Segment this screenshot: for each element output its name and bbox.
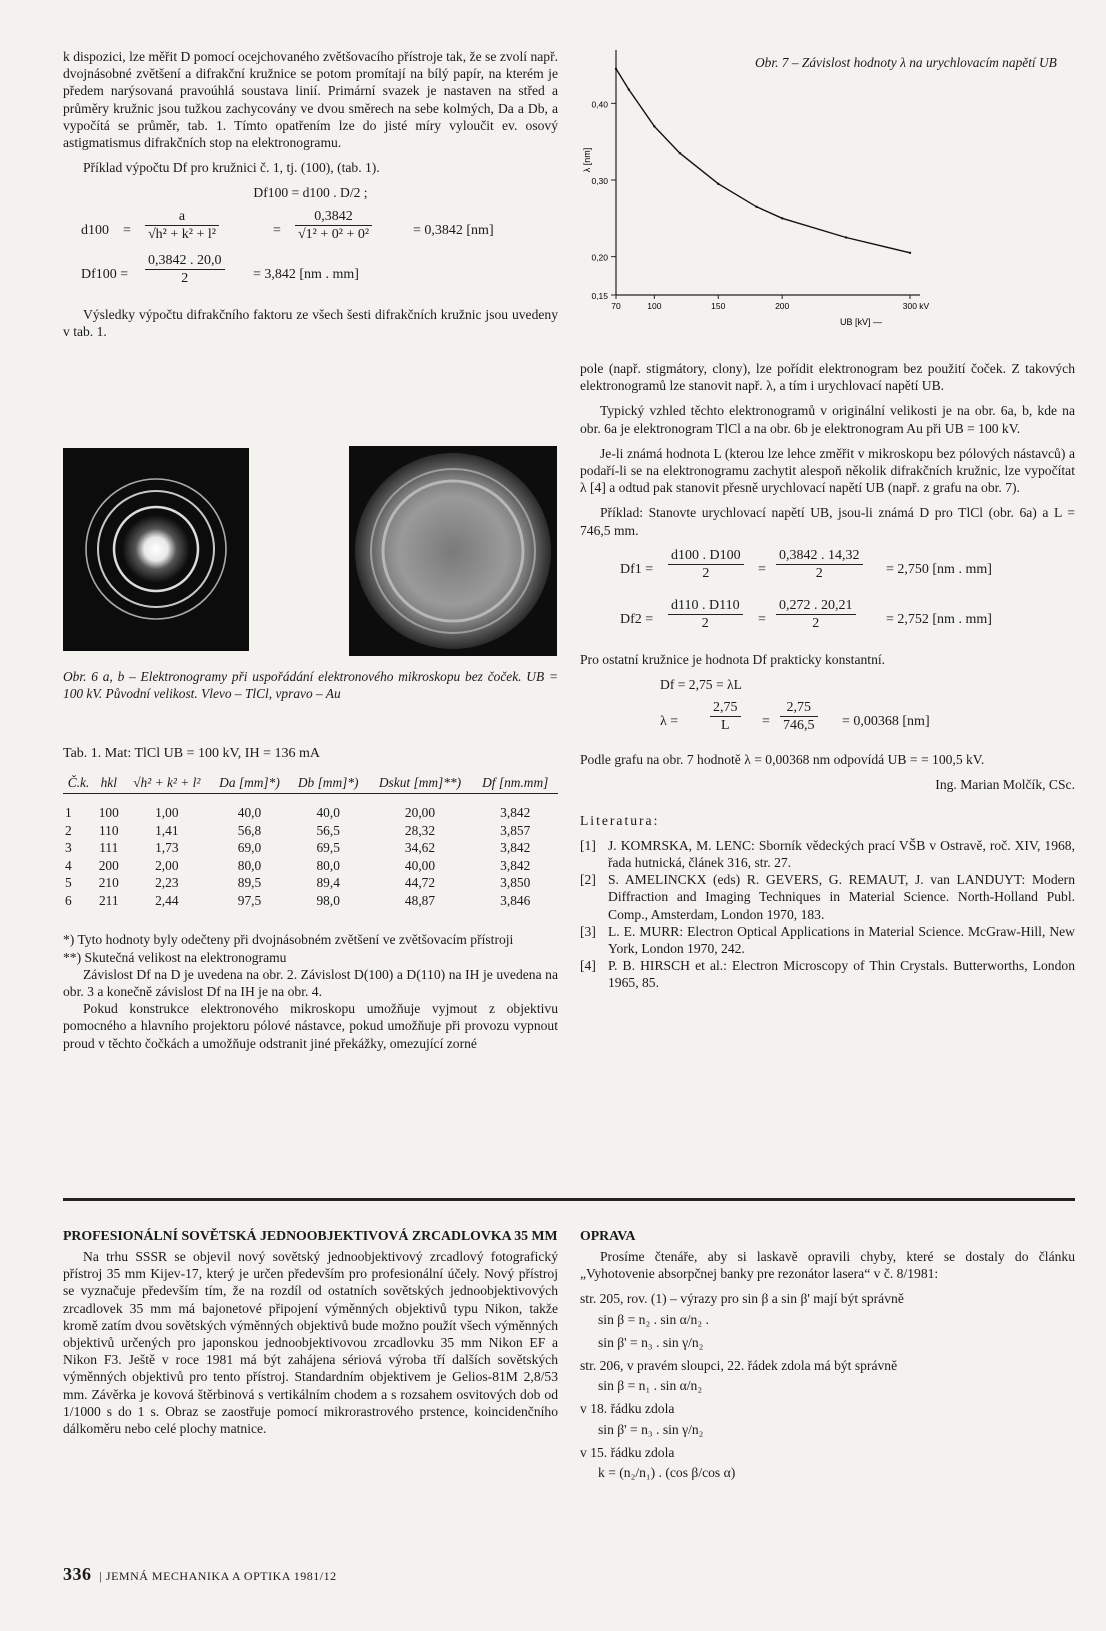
table-cell: 3,842: [500, 805, 531, 821]
table-cell: 97,5: [237, 892, 262, 908]
table-cell: 80,0: [316, 857, 340, 873]
y-tick-label: 0,30: [591, 176, 608, 186]
correction-line: sin β = n₁ . sin α/n₂: [598, 1378, 703, 1394]
table-row: [63, 874, 558, 892]
table-cell: 28,32: [404, 822, 436, 838]
table-cell: 2: [65, 822, 72, 838]
divider: [63, 1198, 1075, 1201]
table-cell: 2,44: [155, 892, 179, 908]
table-header: hkl: [94, 772, 123, 794]
equation: Df2 = $\frac{d110 . D110}{2}$ = $\frac{0,272 . 20,21}{2}$ = 2,752 [nm . mm]: [620, 597, 992, 632]
table-title: Tab. 1. Mat: TlCl UB = 100 kV, IH = 136 mA: [63, 746, 320, 761]
data-point: [755, 206, 757, 208]
table-cell: 34,62: [404, 840, 436, 856]
paragraph: pole (např. stigmátory, clony), lze pořídit elektronogram bez použití čoček. Z takových elektronogramů lze stanovit např. λ, a tím i urychlovací napětí UB.: [580, 361, 1075, 394]
y-tick-label: 0,40: [591, 99, 608, 110]
paragraph: Příklad: Stanovte urychlovací napětí UB, jsou-li známá D pro TlCl (obr. 6a) a L = 746,5 mm.: [580, 505, 1075, 538]
reference-text: L. E. MURR: Electron Optical Applications in Material Science. McGraw-Hill, New York, London 1970, 242.: [608, 923, 1075, 957]
table-cell: 1: [65, 805, 72, 821]
equation: d100 = $\frac{a}{\text{√h² + k² + l²}}$ = $\frac{0,3842}{\text{√1² + 0² + 0²}}$ = 0,3842 [nm]: [81, 208, 494, 242]
table-header: √h² + k² + l²: [123, 772, 210, 794]
correction-line: k = (n₂/n₁) . (cos β/cos α): [598, 1465, 736, 1481]
article-oprava: [580, 1227, 1075, 1487]
table-cell: 1,00: [155, 805, 179, 821]
table-header: Db [mm]*): [289, 772, 368, 794]
table-cell: 110: [98, 822, 119, 838]
paragraph: Podle grafu na obr. 7 hodnotě λ = 0,00368 nm odpovídá UB = = 100,5 kV.: [580, 752, 985, 768]
x-tick-label: 100: [647, 301, 662, 311]
x-tick-label: 70: [611, 301, 621, 311]
table-cell: 4: [65, 857, 72, 873]
table-cell: 80,0: [237, 857, 262, 873]
table-cell: 40,00: [404, 857, 436, 873]
table-header: Č.k.: [63, 772, 94, 794]
paragraph: Závislost Df na D je uvedena na obr. 2. Závislost D(100) a D(110) na IH je uvedena na obr. 3 a konečně závislost Df na IH je na obr. 4.: [63, 966, 558, 1000]
correction-line: sin β = n₂ . sin α/n₂ .: [598, 1311, 709, 1327]
table-1: [63, 745, 558, 1052]
correction-line: sin β' = n₃ . sin γ/n₂: [598, 1421, 704, 1437]
paragraph: Pro ostatní kružnice je hodnota Df prakticky konstantní.: [580, 651, 886, 667]
data-point: [628, 88, 630, 90]
literature-item: [580, 837, 1075, 871]
footnote: *) Tyto hodnoty byly odečteny při dvojnásobném zvětšení ve zvětšovacím přístroji: [63, 932, 514, 948]
equation: λ = $\frac{2,75}{L}$ = $\frac{2,75}{746,5}$ = 0,00368 [nm]: [660, 700, 930, 734]
table-cell: 3,846: [500, 892, 531, 908]
reference-number: [1]: [580, 837, 596, 853]
y-tick-label: 0,15: [591, 291, 608, 301]
table-cell: 210: [98, 875, 119, 891]
data-point: [615, 68, 617, 70]
table-cell: 200: [98, 857, 119, 873]
table-cell: 48,87: [404, 892, 436, 908]
electronogram-au-image: [349, 446, 557, 656]
table-row: [63, 892, 558, 910]
journal-name: | JEMNÁ MECHANIKA A OPTIKA 1981/12: [99, 1569, 337, 1583]
table-cell: 100: [98, 805, 119, 821]
x-tick-label: 200: [775, 301, 790, 311]
x-tick-label: 300 kV: [902, 301, 930, 311]
table-cell: 2,00: [155, 857, 179, 873]
x-tick-label: 150: [711, 301, 726, 311]
y-tick-label: 0,20: [591, 252, 608, 263]
table-cell: 1,73: [155, 840, 179, 856]
reference-text: P. B. HIRSCH et al.: Electron Microscopy of Thin Crystals. Butterworths, London 1965, 85.: [608, 958, 1075, 991]
figure-7-caption: Obr. 7 – Závislost hodnoty λ na urychlovacím napětí UB: [755, 55, 1057, 70]
table-cell: 6: [65, 892, 72, 908]
page-number: 336: [63, 1564, 92, 1584]
equation: Df100 = d100 . D/2 ;: [253, 185, 368, 201]
footnote: **) Skutečná velikost na elektronogramu: [63, 949, 287, 965]
right-column: [580, 360, 1075, 992]
table-row: [63, 794, 558, 822]
table-cell: 56,8: [237, 822, 262, 838]
paragraph: Je-li známá hodnota L (kterou lze lehce změřit v mikroskopu bez pólových nástavců) a podaří-li se na elektronogramu zachytit alespoň několik difrakčních kružnic, lze vypočítat λ [4] a odtud pak stanovit přesně urychlovací napětí UB (např. z grafu na obr. 7).: [580, 445, 1075, 496]
page-footer: [63, 1564, 337, 1585]
literature-list: [580, 837, 1075, 992]
paragraph: Typický vzhled těchto elektronogramů v originální velikosti je na obr. 6a, b, kde na obr. 6a je elektronogram TlCl a na obr. 6b je elektronogram Au při UB = 100 kV.: [580, 403, 1075, 436]
table-cell: 89,5: [237, 875, 262, 891]
table-cell: 44,72: [404, 875, 436, 891]
y-axis-label: λ [nm]: [582, 147, 592, 173]
table-cell: 98,0: [316, 892, 340, 908]
left-column: [63, 48, 558, 348]
table-cell: 3,850: [500, 875, 531, 891]
table-header: Da [mm]*): [210, 772, 289, 794]
x-axis-label: UB [kV] —: [840, 317, 883, 327]
literature-item: [580, 923, 1075, 957]
table-cell: 2,23: [155, 875, 179, 891]
table-cell: 69,0: [237, 840, 262, 856]
table-cell: 20,00: [404, 805, 436, 821]
equation: Df = 2,75 = λL: [660, 677, 742, 693]
heading: PROFESIONÁLNÍ SOVĚTSKÁ JEDNOOBJEKTIVOVÁ ZRCADLOVKA 35 MM: [63, 1228, 558, 1243]
table-row: [63, 857, 558, 875]
data-point: [653, 125, 655, 127]
table-cell: 3,842: [500, 857, 531, 873]
table-cell: 56,5: [316, 822, 340, 838]
table-row: [63, 839, 558, 857]
data-point: [781, 217, 783, 219]
table-cell: 89,4: [316, 875, 340, 891]
table-cell: 111: [99, 840, 119, 856]
table-cell: 3: [65, 840, 72, 856]
paragraph: Výsledky výpočtu difrakčního faktoru ze všech šesti difrakčních kružnic jsou uvedeny v tab. 1.: [63, 306, 558, 339]
literature-item: [580, 871, 1075, 923]
correction-line: str. 206, v pravém sloupci, 22. řádek zdola má být správně: [580, 1358, 898, 1374]
data-point: [845, 236, 847, 238]
electronogram-tlcl-image: [63, 448, 249, 651]
table-cell: 69,5: [316, 840, 340, 856]
literature-item: [580, 957, 1075, 991]
reference-text: J. KOMRSKA, M. LENC: Sborník vědeckých prací VŠB v Ostravě, roč. XIV, 1968, řada hutnická, článek 316, str. 27.: [608, 837, 1075, 871]
equation: Df100 = $\frac{0,3842 . 20,0}{2}$ = 3,842 [nm . mm]: [81, 252, 359, 286]
equation: Df1 = $\frac{d100 . D100}{2}$ = $\frac{0,3842 . 14,32}{2}$ = 2,750 [nm . mm]: [620, 547, 992, 582]
paragraph: Prosíme čtenáře, aby si laskavě opravili chyby, které se dostaly do článku „Vyhotovenie absorpčnej banky pre rezonátor lasera“ v č. 8/1981:: [580, 1249, 1075, 1282]
reference-number: [4]: [580, 958, 596, 974]
series-line: [616, 69, 910, 253]
table-cell: 3,857: [500, 822, 531, 838]
paragraph: Na trhu SSSR se objevil nový sovětský jednoobjektivový zrcadlový fotografický přístroj 35 mm Kijev-17, který je určen především pro profesionální účely. Nový přístroj se vyznačuje především tím, že na rozdíl od ostatních sovětských jednoobjektivových zrcadlovek 35 mm má bajonetové připojení výměnných objektivů typu Nikon, takže kromě zatím dvou sovětských výměnných objektivů bude možno použít všech výměnných objektivů určených pro japonskou jednoobjektivovou zrcadlovku 35 mm Nikon EF a Nikon F3. Ještě v roce 1981 má být zahájena sériová výroba tří dalších sovětských výměnných objektivů pro tento přístroj. Standardním objektivem je Gelios-81M 2,8/53 mm. Závěrka je kovová štěrbinová s vertikálním chodem a s rozsahem osvitových dob od 1/1000 s do 1 s. Obraz se zaostřuje pomocí mikrorastrového prstence, koincidenčního dálkoměru nebo celé plochy matnice.: [63, 1249, 558, 1437]
paragraph: Pokud konstrukce elektronového mikroskopu umožňuje vyjmout z objektivu pomocného a hlavního projektoru pólové nástavce, pokud umožňuje při provozu vypnout proud v těchto čočkách a umožňuje odstranit jiné překážky, omezující zorné: [63, 1001, 558, 1051]
paragraph: Příklad výpočtu Df pro kružnici č. 1, tj. (100), (tab. 1).: [83, 160, 380, 176]
table-cell: 3,842: [500, 840, 531, 856]
table-cell: 5: [65, 875, 72, 891]
table-header: Dskut [mm]**): [368, 772, 473, 794]
table-header: Df [nm.mm]: [472, 772, 558, 794]
correction-line: str. 205, rov. (1) – výrazy pro sin β a sin β' mají být správně: [580, 1291, 904, 1307]
data-table: [63, 772, 558, 909]
data-point: [679, 152, 681, 154]
correction-line: sin β' = n₃ . sin γ/n₂: [598, 1334, 704, 1350]
table-cell: 211: [98, 892, 119, 908]
table-row: [63, 822, 558, 840]
correction-line: v 18. řádku zdola: [580, 1401, 675, 1417]
correction-list: [580, 1290, 1075, 1481]
data-point: [909, 252, 911, 254]
author: Ing. Marian Molčík, CSc.: [935, 777, 1075, 793]
data-point: [717, 183, 719, 185]
heading: OPRAVA: [580, 1228, 636, 1243]
reference-number: [3]: [580, 923, 596, 939]
table-cell: 1,41: [155, 822, 179, 838]
reference-text: S. AMELINCKX (eds) R. GEVERS, G. REMAUT, J. van LANDUYT: Modern Diffraction and Imaging Techniques in Material Science. North-Holland Publ. Comp., Amsterdam, London 1970, 183.: [608, 872, 1075, 922]
correction-line: v 15. řádku zdola: [580, 1444, 675, 1460]
table-cell: 40,0: [237, 805, 262, 821]
literature-title: Literatura:: [580, 812, 660, 828]
table-cell: 40,0: [316, 805, 340, 821]
reference-number: [2]: [580, 872, 596, 888]
lambda-vs-voltage-chart: [580, 50, 1075, 350]
figure-6-caption: Obr. 6 a, b – Elektronogramy při uspořádání elektronového mikroskopu bez čoček. UB = 100 kV. Původní velikost. Vlevo – TlCl, vpravo – Au: [63, 669, 558, 701]
article-kiev17: [63, 1227, 558, 1445]
paragraph: k dispozici, lze měřit D pomocí ocejchovaného zvětšovacího přístroje tak, že se zvolí např. dvojnásobné zvětšení a difrakční kružnice se potom promítají na bílý papír, na kterém je předem narýsovaná pravoúhlá soustava linií. Primární svazek je nastaven na střed a průměry kružnic jsou tužkou zachycovány ve dvou směrech na sebe kolmých, Da a Db, a vypočítá se průměr, tab. 1. Tímto opatřením lze do jisté míry vyloučit ev. osový astigmatismus difrakčních stop na elektronogramu.: [63, 49, 558, 151]
